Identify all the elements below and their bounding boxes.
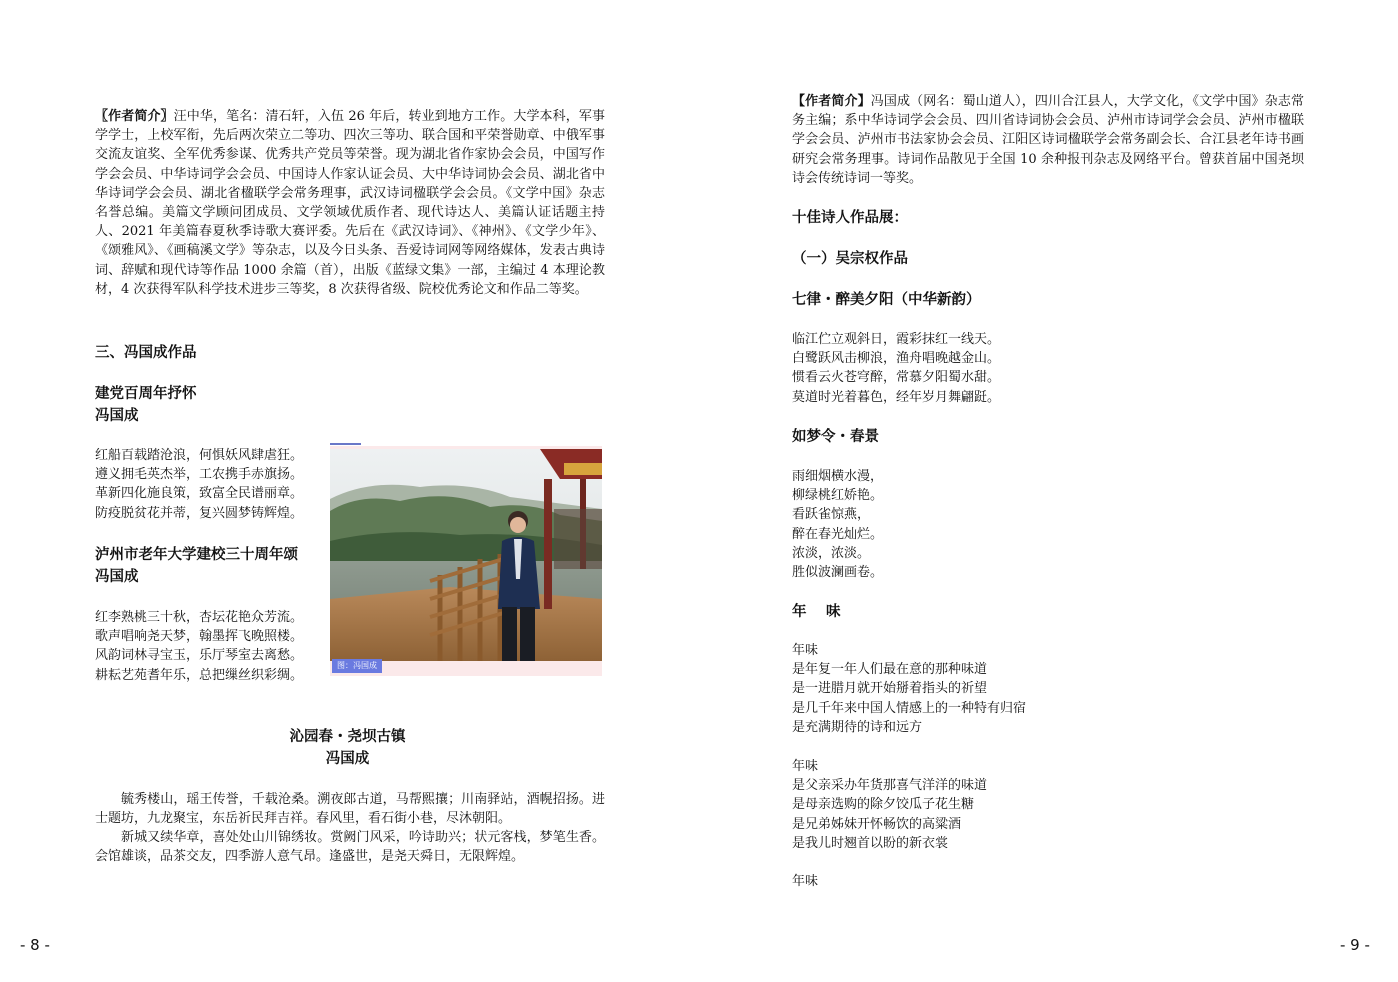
poem-line: 是充满期待的诗和远方 [792, 719, 923, 735]
poem-line: 柳绿桃红娇艳。 [792, 488, 884, 504]
poem-line: 胜似波澜画卷。 [792, 565, 884, 581]
poem-line: 年味 [792, 874, 819, 889]
poem-author: 冯国成 [95, 568, 139, 585]
poem-line: 防疫脱贫花并蒂，复兴圆梦铸辉煌。 [95, 505, 304, 521]
poem-stanza [792, 757, 987, 853]
bio-text: 冯国成（网名：蜀山道人），四川合江县人，大学文化，《文学中国》杂志常务主编；系中华诗词学会会员、四川省诗词协会会员、泸州市诗词学会会员、泸州市楹联学会会员、泸州市书法家协会会员、江阳区诗词楹联学会常务副会长、合江县老年诗书画研究会常务理事。诗词作品散见于全国 10 余种报刊杂志及网络平台。曾获首届中国尧坝诗会传统诗词一等奖。 [792, 94, 1304, 186]
poem-paragraph: 毓秀楼山，瑶王传誉，千载沧桑。溯夜郎古道，马帮熙攘；川南驿站，酒幌招扬。进士题坊，九龙聚宝，东岳祈民拜吉祥。春风里，看石街小巷，尽沐朝阳。 [95, 792, 605, 827]
poem-line: 是父亲采办年货那喜气洋洋的味道 [792, 778, 988, 794]
poem-title: 沁园春・尧坝古镇 [289, 728, 406, 745]
poem-title: 建党百周年抒怀 [95, 385, 197, 402]
poem-stanza [792, 872, 818, 891]
poem-line: 革新四化施良策，致富全民谱丽章。 [95, 486, 304, 502]
poem-line: 红李熟桃三十秋，杏坛花艳众芳流。 [95, 610, 304, 625]
bio-label: 〖作者简介〗 [95, 109, 174, 124]
poem-line: 醉在春光灿烂。 [792, 526, 884, 542]
poem-line: 莫道时光着暮色，经年岁月舞翩跹。 [792, 389, 1001, 405]
poem-line: 是兄弟姊妹开怀畅饮的高粱酒 [792, 816, 962, 832]
poem-body [792, 467, 883, 582]
poem-line: 浓淡，浓淡。 [792, 545, 871, 561]
poem-title: 泸州市老年大学建校三十周年颂 [95, 546, 298, 563]
photo-credit-badge: 图：冯国成 [332, 659, 382, 673]
showcase-title: 十佳诗人作品展： [792, 209, 908, 226]
poem-line: 遵义拥毛英杰举，工农携手赤旗扬。 [95, 467, 304, 483]
poem-line: 是几千年来中国人情感上的一种特有归宿 [792, 700, 1027, 716]
bio-text: 汪中华，笔名：清石轩，入伍 26 年后，转业到地方工作。大学本科，军事学学士，上校军衔，先后两次荣立二等功、四次三等功、联合国和平荣誉勋章、中俄军事交流友谊奖、全军优秀参谋、优秀共产党员等荣誉。现为湖北省作家协会会员，中国写作学会会员、中华诗词学会会员、中国诗人作家认证会员、大中华诗词协会会员、湖北省中华诗词学会会员、湖北省楹联学会常务理事，武汉诗词楹联学会会员。《文学中国》杂志名誉总编。美篇文学顾问团成员、文学领域优质作者、现代诗达人、美篇认证话题主持人、2021 年美篇春夏秋季诗歌大赛评委。先后在《武汉诗词》、《神州》、《文学少年》、《颂雅风》、《画稿溪文学》等杂志，以及今日头条、吾爱诗词网等网络媒体，发表古典诗词、辞赋和现代诗等作品 1000 余篇（首），出版《蓝绿文集》一部，主编过 4 本理论教材，4 次获得军队科学技术进步三等奖，8 次获得省级、院校优秀论文和作品二等奖。 [95, 109, 605, 297]
poem-paragraph: 新城又续华章，喜处处山川锦绣妆。赏阙门风采，吟诗助兴；状元客栈，梦笔生香。会馆雄谈，品茶交友，四季游人意气昂。逢盛世，是尧天舜日，无限辉煌。 [95, 830, 605, 865]
poem-title: 七律・醉美夕阳（中华新韵） [792, 291, 981, 308]
page-number: - 8 - [20, 936, 50, 954]
right-page [699, 0, 1398, 982]
poem-line: 看跃雀惊燕， [792, 507, 871, 523]
poem-line: 是我儿时翘首以盼的新衣裳 [792, 835, 949, 851]
poem-line: 白鹭跃风击柳浪，渔舟唱晚越金山。 [792, 351, 1001, 367]
author-bio-wang [95, 107, 605, 299]
poem-author: 冯国成 [95, 407, 139, 424]
poem-author: 冯国成 [325, 750, 370, 767]
poem-line: 雨细烟横水漫， [792, 469, 884, 484]
poem-body [95, 446, 303, 523]
lakeside-photo-icon [330, 449, 602, 661]
poem-line: 临江伫立观斜日，霞彩抹红一线天。 [792, 332, 1001, 347]
photo-accent-line [330, 443, 361, 445]
bio-label: 【作者简介】 [792, 94, 871, 109]
author-bio-feng [792, 92, 1304, 188]
poem-line: 是年复一年人们最在意的那种味道 [792, 662, 988, 678]
poem-title: 年 味 [792, 603, 841, 620]
poem-line: 红船百载踏沧浪，何惧妖风肆虐狂。 [95, 448, 304, 463]
poem-stanza [792, 641, 1026, 737]
poem-body [792, 330, 1000, 407]
poem-line: 是一进腊月就开始掰着指头的祈望 [792, 681, 988, 697]
poem-line: 年味 [792, 759, 819, 774]
sub-section-title: （一）吴宗权作品 [792, 250, 908, 267]
author-photo-frame [330, 446, 602, 676]
poem-line: 歌声唱响尧天梦，翰墨挥飞晚照楼。 [95, 629, 304, 645]
section-title: 三、冯国成作品 [95, 344, 197, 361]
poem-line: 耕耘艺苑耆年乐，总把缫丝织彩绸。 [95, 667, 304, 683]
poem-line: 惯看云火苍穹醉，常慕夕阳蜀水甜。 [792, 370, 1001, 386]
poem-title: 如梦令・春景 [792, 428, 879, 445]
page-number: - 9 - [1340, 936, 1370, 954]
poem-body [95, 608, 303, 685]
author-photo [330, 449, 602, 661]
poem-line: 风韵词林寻宝玉，乐厅琴室去离愁。 [95, 648, 304, 664]
poem-line: 年味 [792, 643, 819, 658]
poem-line: 是母亲选购的除夕饺瓜子花生糖 [792, 797, 975, 813]
